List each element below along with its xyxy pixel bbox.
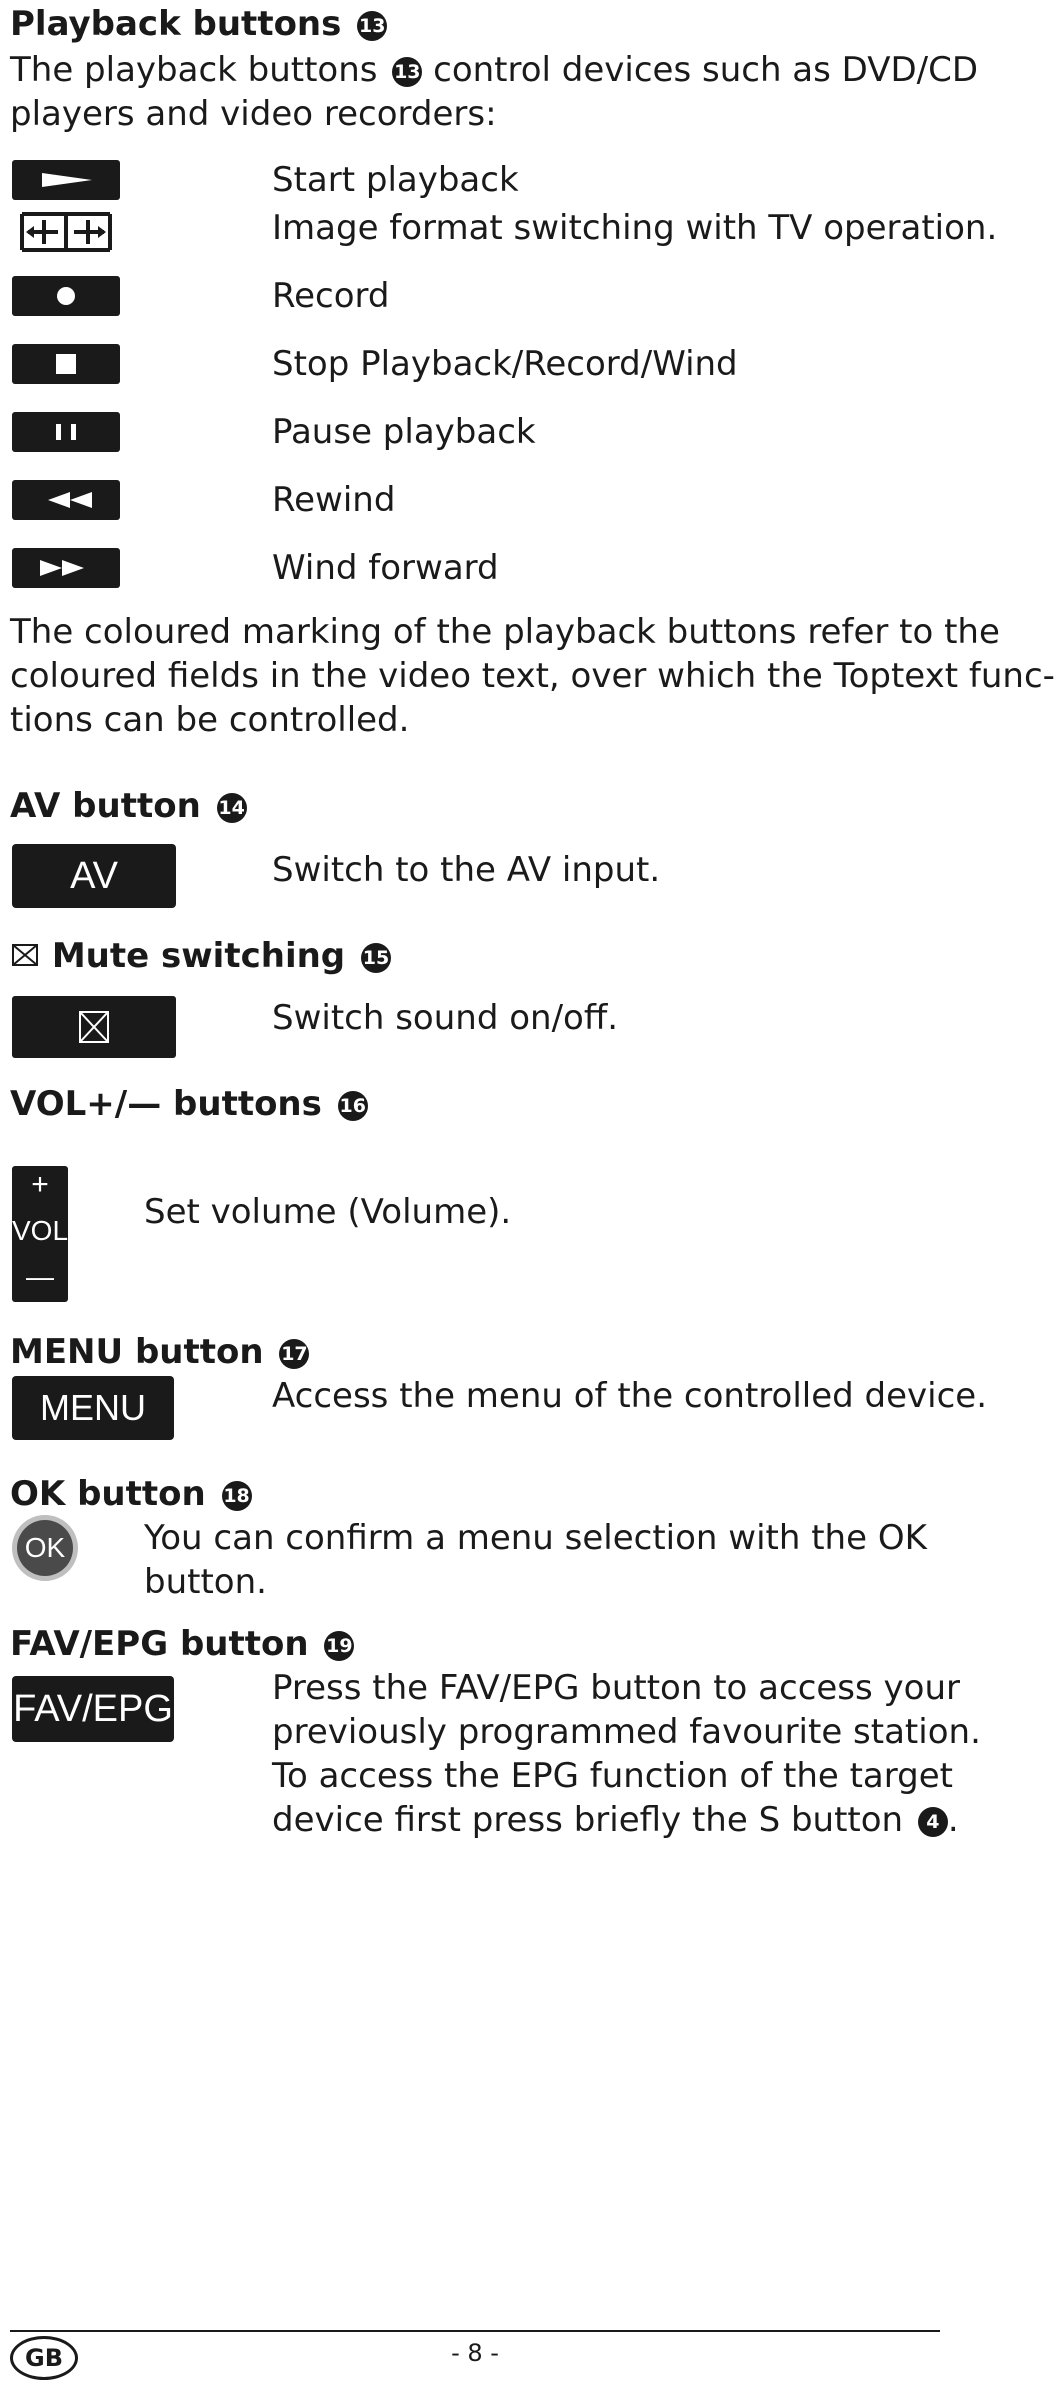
fav-desc-2: previously programmed favourite station. — [272, 1712, 981, 1752]
vol-heading — [10, 1084, 368, 1124]
ref-number-13: 13 — [357, 11, 387, 41]
ok-desc-1: You can confirm a menu selection with the OK — [144, 1518, 927, 1558]
mute-icon — [10, 939, 40, 969]
ok-key-icon — [12, 1515, 78, 1581]
fav-epg-key-icon: FAV/EPG — [12, 1676, 174, 1742]
format-switch-icon — [18, 210, 114, 254]
record-label: Record — [272, 276, 390, 316]
ok-heading — [10, 1474, 252, 1514]
ref-number-13-inline: 13 — [392, 57, 422, 87]
vol-plus-glyph: + — [31, 1168, 49, 1201]
ref-number-14: 14 — [217, 793, 247, 823]
vol-minus-glyph: — — [26, 1261, 54, 1292]
fav-desc-3: To access the EPG function of the target — [272, 1756, 953, 1796]
pause-label: Pause playback — [272, 412, 536, 452]
ref-number-4: 4 — [918, 1807, 948, 1837]
menu-title: MENU button — [10, 1332, 264, 1372]
av-key-icon: AV — [12, 844, 176, 908]
volume-key-icon — [12, 1166, 68, 1302]
ok-title: OK button — [10, 1474, 206, 1514]
ref-number-19: 19 — [324, 1631, 354, 1661]
vol-key-label: VOL — [12, 1215, 69, 1246]
fav-title: FAV/EPG button — [10, 1624, 309, 1664]
intro-text-a: The playback buttons — [10, 50, 378, 90]
note-line-3: tions can be controlled. — [10, 700, 410, 740]
vol-title: VOL+/— buttons — [10, 1084, 322, 1124]
rewind-label: Rewind — [272, 480, 396, 520]
play-icon — [12, 160, 120, 200]
fav-desc-1: Press the FAV/EPG button to access your — [272, 1668, 960, 1708]
mute-desc: Switch sound on/off. — [272, 998, 619, 1038]
mute-title: Mute switching — [51, 936, 346, 976]
av-title: AV button — [10, 786, 201, 826]
fav-heading — [10, 1624, 354, 1664]
fav-desc-4-text: device first press briefly the S button — [272, 1800, 904, 1840]
av-desc: Switch to the AV input. — [272, 850, 661, 890]
ref-number-16: 16 — [338, 1091, 368, 1121]
ref-number-15: 15 — [361, 943, 391, 973]
menu-heading — [10, 1332, 309, 1372]
menu-desc: Access the menu of the controlled device. — [272, 1376, 988, 1416]
fav-desc-4-end: . — [947, 1800, 959, 1840]
av-heading — [10, 786, 247, 826]
stop-label: Stop Playback/Record/Wind — [272, 344, 738, 384]
fast-forward-label: Wind forward — [272, 548, 499, 588]
playback-title: Playback buttons — [10, 4, 342, 44]
vol-desc: Set volume (Volume). — [144, 1192, 512, 1232]
play-label: Start playback — [272, 160, 519, 200]
footer-rule — [10, 2330, 940, 2332]
page-number: - 8 - — [451, 2339, 499, 2367]
playback-intro — [10, 48, 978, 92]
playback-heading — [10, 4, 387, 44]
menu-key-icon: MENU — [12, 1376, 174, 1440]
pause-icon — [12, 412, 120, 452]
record-icon — [12, 276, 120, 316]
rewind-icon — [12, 480, 120, 520]
fav-desc-4 — [272, 1798, 959, 1842]
ref-number-18: 18 — [222, 1481, 252, 1511]
country-badge: GB — [10, 2336, 78, 2380]
intro-text-c: players and video recorders: — [10, 94, 497, 134]
format-switch-label: Image format switching with TV operation. — [272, 208, 998, 248]
mute-key-icon — [12, 996, 176, 1058]
fast-forward-icon — [12, 548, 120, 588]
note-line-1: The coloured marking of the playback buttons refer to the — [10, 612, 1000, 652]
intro-text-b: control devices such as DVD/CD — [433, 50, 979, 90]
ok-desc-2: button. — [144, 1562, 267, 1602]
stop-icon — [12, 344, 120, 384]
mute-heading — [10, 936, 391, 976]
ok-key-label: OK — [17, 1520, 73, 1576]
note-line-2: coloured fields in the video text, over which the Toptext func- — [10, 656, 1055, 696]
ref-number-17: 17 — [279, 1339, 309, 1369]
